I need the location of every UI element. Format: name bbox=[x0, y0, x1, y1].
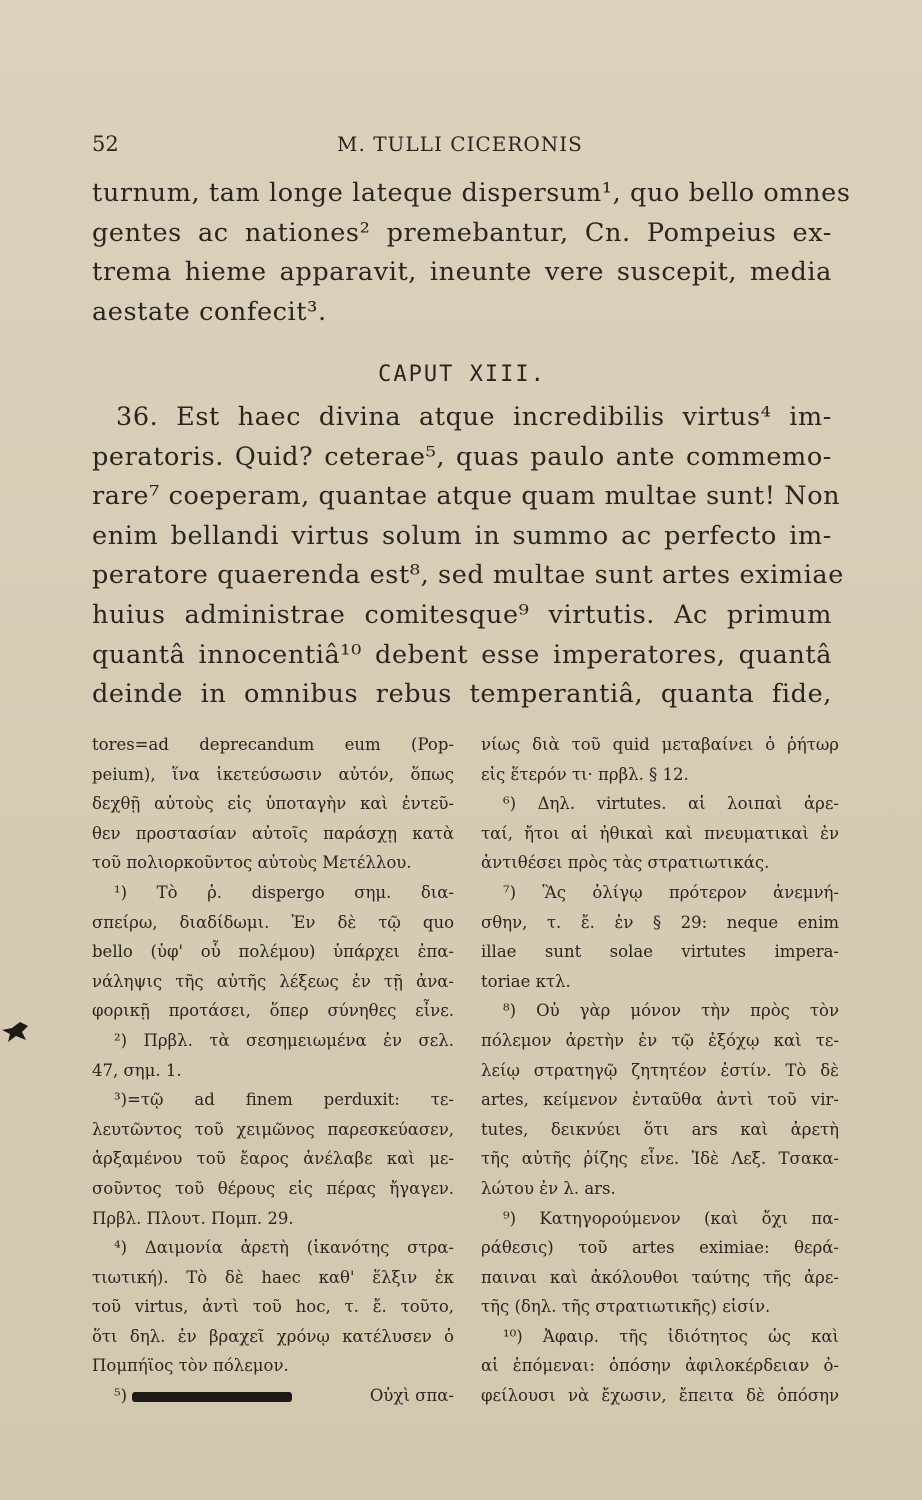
ink-blot-icon bbox=[0, 1020, 30, 1044]
footnote-line: τιωτική). Τὸ δὲ haec καθ' ἕλξιν ἐκ bbox=[92, 1267, 454, 1287]
footnote-line: σπείρω, διαδίδωμι. Ἐν δὲ τῷ quo bbox=[92, 912, 454, 932]
page-header bbox=[92, 132, 832, 158]
footnote-text: Οὐχὶ σπα- bbox=[369, 1386, 454, 1406]
footnote-line: ⁹) Κατηγορούμενον (καὶ ὄχι πα- bbox=[503, 1208, 839, 1228]
main-line: trema hieme apparavit, ineunte vere suscepit, media bbox=[92, 257, 832, 288]
footnote-line: ¹) Τὸ ῥ. dispergo σημ. δια- bbox=[114, 882, 454, 902]
main-line: rare⁷ coeperam, quantae atque quam multae sunt! Non bbox=[92, 481, 841, 512]
footnote-line: τῆς αὐτῆς ῥίζης εἶνε. Ἰδὲ Λεξ. Τσακα- bbox=[481, 1149, 839, 1169]
main-line: aestate confecit³. bbox=[92, 296, 327, 327]
footnote-marker: ⁵) bbox=[114, 1386, 128, 1406]
footnote-line: φορικῇ προτάσει, ὅπερ σύνηθες εἶνε. bbox=[92, 1001, 454, 1021]
footnote-line: ⁶) Δηλ. virtutes. αἱ λοιπαὶ ἀρε- bbox=[503, 794, 839, 814]
footnote-line: λευτῶντος τοῦ χειμῶνος παρεσκεύασεν, bbox=[92, 1119, 454, 1139]
main-line: enim bellandi virtus solum in summo ac perfecto im- bbox=[92, 520, 832, 551]
footnote-line: ⁴) Δαιμονία ἀρετὴ (ἱκανότης στρα- bbox=[114, 1238, 454, 1258]
footnote-line: αἱ ἑπόμεναι: ὁπόσην ἀφιλοκέρδειαν ὀ- bbox=[481, 1356, 839, 1376]
main-line: peratore quaerenda est⁸, sed multae sunt artes eximiae bbox=[92, 560, 844, 591]
footnote-line: τοῦ virtus, ἀντὶ τοῦ hoc, τ. ἔ. τοῦτο, bbox=[92, 1297, 454, 1317]
main-line: deinde in omnibus rebus temperantiâ, quanta fide, bbox=[92, 679, 832, 710]
footnotes-right-column bbox=[481, 730, 839, 1411]
footnote-line: Πομπήϊος τὸν πόλεμον. bbox=[92, 1356, 289, 1376]
footnote-line: φείλουσι νὰ ἔχωσιν, ἔπειτα δὲ ὁπόσην bbox=[481, 1386, 839, 1406]
footnote-line-redacted bbox=[92, 1381, 454, 1411]
footnote-line: θεν προστασίαν αὐτοῖς παράσχῃ κατὰ bbox=[92, 823, 454, 843]
footnote-line: τοῦ πολιορκοῦντος αὐτοὺς Μετέλλου. bbox=[92, 853, 412, 873]
main-line: turnum, tam longe lateque dispersum¹, quo bello omnes bbox=[92, 178, 851, 208]
footnote-line: 47, σημ. 1. bbox=[92, 1060, 182, 1080]
footnote-line: ἀρξαμένου τοῦ ἔαρος ἀνέλαβε καὶ με- bbox=[92, 1149, 454, 1169]
chapter-heading: CAPUT XIII. bbox=[378, 362, 546, 387]
footnote-line: Πρβλ. Πλουτ. Πομπ. 29. bbox=[92, 1208, 294, 1228]
footnote-line: λώτου ἐν λ. ars. bbox=[481, 1178, 616, 1198]
footnote-line: ὅτι δηλ. ἐν βραχεῖ χρόνῳ κατέλυσεν ὁ bbox=[92, 1326, 454, 1346]
footnote-line: ¹⁰) Ἀφαιρ. τῆς ἰδιότητος ὡς καὶ bbox=[503, 1326, 839, 1346]
footnote-line: toriae κτλ. bbox=[481, 971, 571, 991]
main-line: huius administrae comitesque⁹ virtutis. Ac primum bbox=[92, 599, 832, 630]
main-line: quantâ innocentiâ¹⁰ debent esse imperatores, quantâ bbox=[92, 639, 832, 670]
footnote-line: παιναι καὶ ἀκόλουθοι ταύτης τῆς ἀρε- bbox=[481, 1267, 839, 1287]
footnote-line: εἰς ἕτερόν τι· πρβλ. § 12. bbox=[481, 764, 689, 784]
footnote-line: artes, κείμενον ἐνταῦθα ἀντὶ τοῦ vir- bbox=[481, 1090, 839, 1110]
footnote-line: σοῦντος τοῦ θέρους εἰς πέρας ἤγαγεν. bbox=[92, 1178, 454, 1198]
footnote-line: ⁷) Ἃς ὀλίγῳ πρότερον ἀνεμνή- bbox=[503, 882, 839, 902]
footnote-line: bello (ὑφ' οὗ πολέμου) ὑπάρχει ἐπα- bbox=[92, 942, 454, 962]
footnote-line: ⁸) Οὐ γὰρ μόνον τὴν πρὸς τὸν bbox=[503, 1001, 839, 1021]
footnote-line: νάληψις τῆς αὐτῆς λέξεως ἐν τῇ ἀνα- bbox=[92, 971, 454, 991]
footnote-line: πόλεμον ἀρετὴν ἐν τῷ ἐξόχῳ καὶ τε- bbox=[481, 1030, 839, 1050]
footnote-line: ³)=τῷ ad finem perduxit: τε- bbox=[114, 1090, 454, 1110]
page-number: 52 bbox=[92, 132, 119, 156]
main-text-top bbox=[92, 174, 851, 332]
footnote-line: λείῳ στρατηγῷ ζητητέον ἐστίν. Τὸ δὲ bbox=[481, 1060, 839, 1080]
footnote-line: ²) Πρβλ. τὰ σεσημειωμένα ἐν σελ. bbox=[114, 1030, 454, 1050]
footnote-line: tutes, δεικνύει ὅτι ars καὶ ἀρετὴ bbox=[481, 1119, 839, 1139]
footnote-line: τῆς (δηλ. τῆς στρατιωτικῆς) εἰσίν. bbox=[481, 1297, 771, 1317]
ink-redaction-mark bbox=[132, 1392, 292, 1402]
footnote-line: δεχθῇ αὐτοὺς εἰς ὑποταγὴν καὶ ἐντεῦ- bbox=[92, 794, 454, 814]
footnote-line: ράθεσις) τοῦ artes eximiae: θερά- bbox=[481, 1238, 839, 1258]
main-line: peratoris. Quid? ceterae⁵, quas paulo ante commemo- bbox=[92, 441, 832, 472]
footnote-line: ταί, ἤτοι αἱ ἠθικαὶ καὶ πνευματικαὶ ἐν bbox=[481, 823, 839, 843]
main-line: gentes ac nationes² premebantur, Cn. Pompeius ex- bbox=[92, 217, 832, 248]
running-title: M. TULLI CICERONIS bbox=[337, 132, 583, 156]
footnote-line: ἀντιθέσει πρὸς τὰς στρατιωτικάς. bbox=[481, 853, 770, 873]
footnote-line: νίως διὰ τοῦ quid μεταβαίνει ὁ ῥήτωρ bbox=[481, 735, 839, 754]
footnotes-left-column bbox=[92, 730, 454, 1411]
main-text-bottom bbox=[92, 398, 844, 715]
footnote-line: illae sunt solae virtutes impera- bbox=[481, 942, 839, 962]
footnote-line: σθην, τ. ἔ. ἐν § 29: neque enim bbox=[481, 912, 839, 932]
footnote-line: tores=ad deprecandum eum (Pop- bbox=[92, 735, 454, 754]
footnote-line: peium), ἵνα ἱκετεύσωσιν αὐτόν, ὅπως bbox=[92, 764, 454, 784]
main-line: 36. Est haec divina atque incredibilis virtus⁴ im- bbox=[116, 402, 832, 432]
